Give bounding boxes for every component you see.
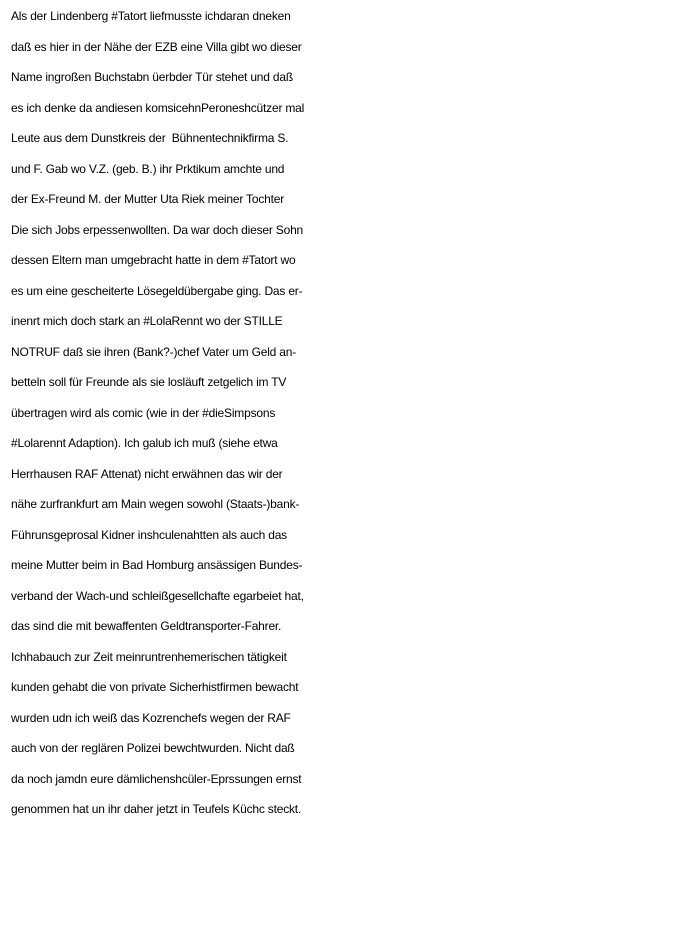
text-line: es ich denke da andiesen komsicehnPeroneshcützer mal [11, 100, 305, 115]
body-text [11, 1, 681, 825]
text-line: das sind die mit bewaffenten Geldtransporter-Fahrer. [11, 619, 282, 633]
text-line: inenrt mich doch stark an #LolaRennt wo der STILLE [11, 314, 283, 328]
text-line: Ichhabauch zur Zeit meinruntrenhemerischen tätigkeit [11, 649, 287, 664]
text-line: auch von der reglären Polizei bewchtwurden. Nicht daß [11, 741, 295, 755]
text-line: daß es hier in der Nähe der EZB eine Villa gibt wo dieser [11, 39, 302, 54]
text-line: Führunsgeprosal Kidner inshculenahtten als auch das [11, 527, 287, 542]
text-line: Leute aus dem Dunstkreis der Bühnentechnikfirma S. [11, 131, 289, 145]
text-line: Name ingroßen Buchstabn üerbder Tür stehet und daß [11, 70, 293, 84]
text-line: nähe zurfrankfurt am Main wegen sowohl (Staats-)bank- [11, 497, 300, 511]
text-line: genommen hat un ihr daher jetzt in Teufels Küchc steckt. [11, 802, 302, 816]
text-line: es um eine gescheiterte Lösegeldübergabe ging. Das er- [11, 283, 303, 298]
text-line: kunden gehabt die von private Sicherhistfirmen bewacht [11, 680, 299, 694]
text-line: Als der Lindenberg #Tatort liefmusste ichdaran dneken [11, 9, 291, 23]
text-line: meine Mutter beim in Bad Homburg ansässigen Bundes- [11, 558, 303, 572]
text-line: verband der Wach-und schleißgesellchafte egarbeiet hat, [11, 588, 304, 603]
text-line: #Lolarennt Adaption). Ich galub ich muß (siehe etwa [11, 436, 278, 450]
text-line: übertragen wird als comic (wie in der #dieSimpsons [11, 405, 276, 420]
text-line: dessen Eltern man umgebracht hatte in dem #Tatort wo [11, 253, 296, 267]
text-line: wurden udn ich weiß das Kozrenchefs wegen der RAF [11, 710, 291, 725]
text-line: und F. Gab wo V.Z. (geb. B.) ihr Prktikum amchte und [11, 161, 285, 176]
text-line: der Ex-Freund M. der Mutter Uta Riek meiner Tochter [11, 192, 285, 206]
text-line: betteln soll für Freunde als sie losläuft zetgelich im TV [11, 375, 287, 389]
text-line: Herrhausen RAF Attenat) nicht erwähnen das wir der [11, 466, 283, 481]
text-line: Die sich Jobs erpessenwollten. Da war doch dieser Sohn [11, 222, 304, 237]
text-line: NOTRUF daß sie ihren (Bank?-)chef Vater um Geld an- [11, 344, 297, 359]
text-line: da noch jamdn eure dämlichenshcüler-Eprssungen ernst [11, 771, 302, 786]
